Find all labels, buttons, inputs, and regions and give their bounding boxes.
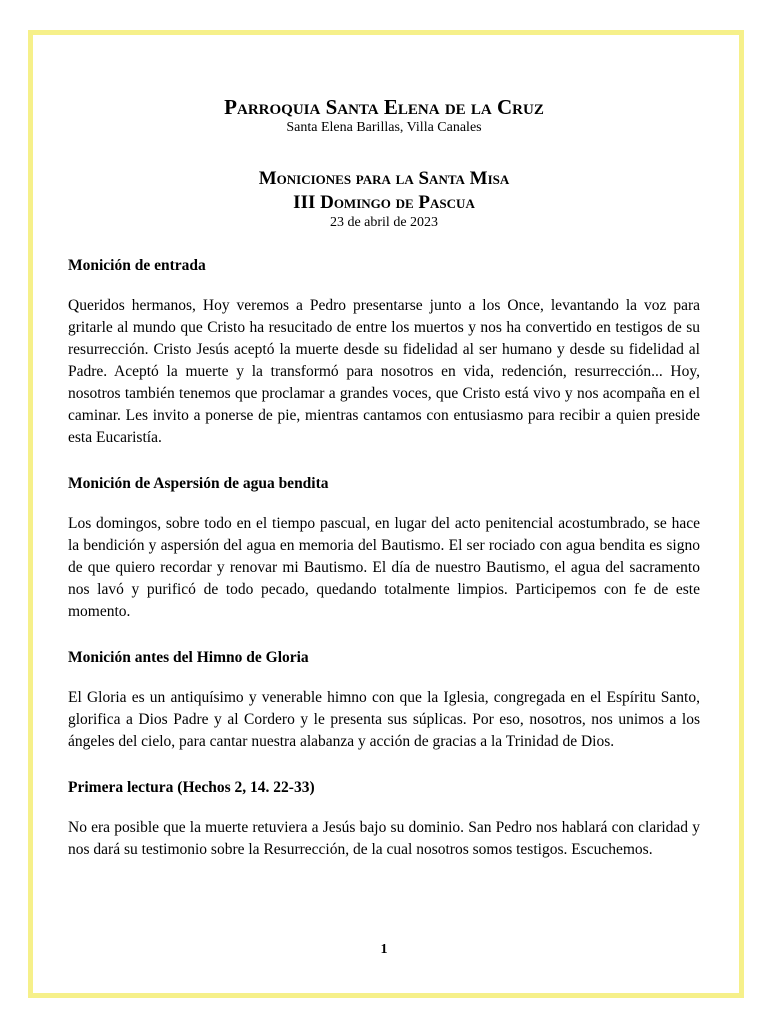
section-text: El Gloria es un antiquísimo y venerable himno con que la Iglesia, congregada en el Espíritu Santo, glorifica a Dios Padre y al Cordero y le presenta sus súplicas. Por eso, nosotros, nos unimos a los ángeles del cielo, para cantar nuestra alabanza y acción de gracias a la Trinidad de Dios. — [68, 689, 700, 750]
section-text: No era posible que la muerte retuviera a Jesús bajo su dominio. San Pedro nos hablará con claridad y nos dará su testimonio sobre la Resurrección, de la cual nosotros somos testigos. Escuchemos. — [68, 819, 700, 858]
section-heading: Primera lectura (Hechos 2, 14. 22-33) — [68, 779, 315, 796]
section-aspersion — [68, 473, 700, 623]
section-heading: Monición de Aspersión de agua bendita — [68, 475, 329, 492]
parish-location: Santa Elena Barillas, Villa Canales — [286, 120, 482, 135]
section-primera-lectura — [68, 777, 700, 861]
page-number: 1 — [380, 942, 388, 957]
section-text: Los domingos, sobre todo en el tiempo pascual, en lugar del acto penitencial acostumbrado, se hace la bendición y aspersión del agua en memoria del Bautismo. El ser rociado con agua bendita es signo de que quiero recordar y renovar mi Bautismo. El día de nuestro Bautismo, el agua del sacramento nos lavó y purificó de todo pecado, quedando totalmente limpios. Participemos con fe de este momento. — [68, 515, 700, 620]
document-date: 23 de abril de 2023 — [329, 215, 439, 230]
section-text: Queridos hermanos, Hoy veremos a Pedro presentarse junto a los Once, levantando la voz para gritarle al mundo que Cristo ha resucitado de entre los muertos y nos ha convertido en testigos de su resurrección. Cristo Jesús aceptó la muerte desde su fidelidad al ser humano y desde su fidelidad al Padre. Aceptó la muerte y la transformó para nosotros en vida, redención, resurrección... Hoy, nosotros también tenemos que proclamar a grandes voces, que Cristo está vivo y nos acompaña en el caminar. Les invito a ponerse de pie, mientras cantamos con entusiasmo para recibir a quien preside esta Eucaristía. — [68, 297, 700, 446]
document-content — [68, 95, 700, 861]
section-heading: Monición antes del Himno de Gloria — [68, 649, 309, 666]
section-entrada — [68, 255, 700, 449]
document-title: Moniciones para la Santa Misa — [258, 168, 510, 189]
section-heading: Monición de entrada — [68, 257, 206, 274]
section-gloria — [68, 647, 700, 753]
title-block — [68, 167, 700, 231]
header — [68, 95, 700, 137]
document-subtitle: III Domingo de Pascua — [293, 192, 475, 213]
parish-name: Parroquia Santa Elena de la Cruz — [224, 95, 544, 119]
